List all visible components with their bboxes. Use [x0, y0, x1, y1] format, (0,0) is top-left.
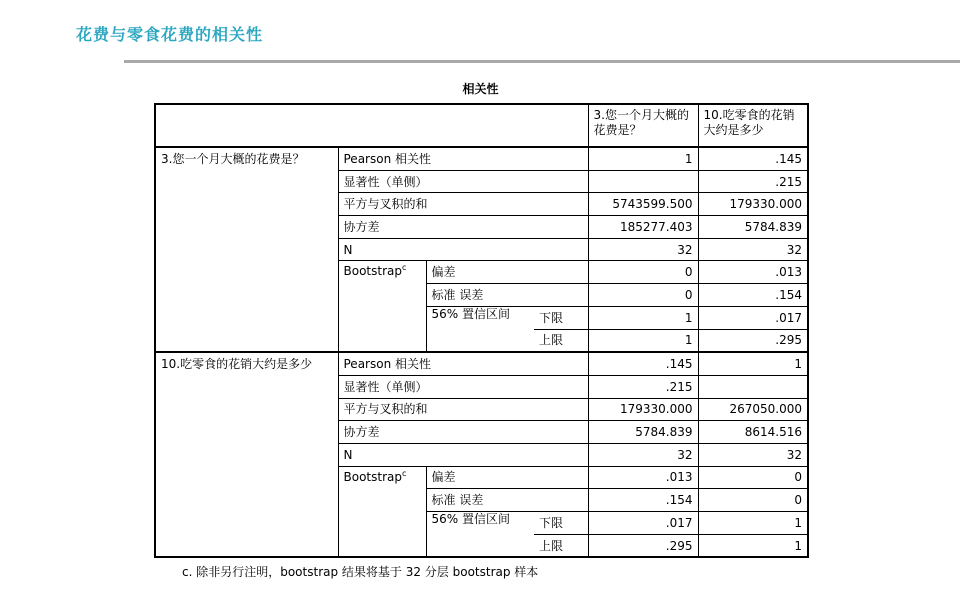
- stat-label-bootstrap: [338, 466, 426, 557]
- row-label-monthly-spend: 3.您一个月大概的花费是？: [155, 147, 338, 352]
- value-cell: 5743599.500: [588, 193, 698, 216]
- footnote-marker: c: [401, 468, 407, 478]
- stat-label-n: N: [338, 443, 588, 466]
- value-cell: .215: [588, 375, 698, 398]
- table-header-row: [155, 104, 808, 147]
- row-label-snack-spend: 10.吃零食的花销大约是多少: [155, 352, 338, 557]
- stat-label-lower: 下限: [534, 306, 588, 329]
- value-cell: 179330.000: [588, 398, 698, 421]
- value-cell: 32: [588, 238, 698, 261]
- stat-label-bias: 偏差: [426, 261, 588, 284]
- value-cell: 1: [588, 306, 698, 329]
- value-cell: .295: [698, 329, 808, 352]
- table-row: [155, 147, 808, 170]
- stat-label-std-error: 标准 误差: [426, 489, 588, 512]
- footnote-marker: c: [401, 263, 407, 273]
- col-header-snack-spend: 10.吃零食的花销大约是多少: [698, 104, 808, 147]
- value-cell: 179330.000: [698, 193, 808, 216]
- stat-label-significance: 显著性（单侧）: [338, 375, 588, 398]
- value-cell: .145: [698, 147, 808, 170]
- bootstrap-label: Bootstrap: [343, 469, 402, 484]
- value-cell: 0: [698, 489, 808, 512]
- table-footnote: c. 除非另行注明，bootstrap 结果将基于 32 分层 bootstrap 样本: [182, 565, 539, 579]
- stat-label-sum-squares: 平方与叉积的和: [338, 398, 588, 421]
- value-cell: .145: [588, 352, 698, 375]
- value-cell: .154: [588, 489, 698, 512]
- table-caption: 相关性: [462, 82, 499, 96]
- col-header-monthly-spend: 3.您一个月大概的花费是？: [588, 104, 698, 147]
- value-cell: [698, 375, 808, 398]
- correlations-table: [154, 103, 809, 558]
- value-cell: .154: [698, 284, 808, 307]
- value-cell: 32: [698, 443, 808, 466]
- stat-label-ci: 56% 置信区间: [426, 306, 534, 352]
- stat-label-bootstrap: [338, 261, 426, 352]
- stat-label-significance: 显著性（单侧）: [338, 170, 588, 193]
- stat-label-pearson: Pearson 相关性: [338, 352, 588, 375]
- stat-label-pearson: Pearson 相关性: [338, 147, 588, 170]
- bootstrap-label: Bootstrap: [343, 264, 402, 279]
- value-cell: 5784.839: [588, 421, 698, 444]
- value-cell: 1: [698, 352, 808, 375]
- value-cell: .013: [588, 466, 698, 489]
- value-cell: 0: [588, 261, 698, 284]
- value-cell: 1: [588, 147, 698, 170]
- title-divider: [124, 60, 960, 63]
- value-cell: 1: [698, 512, 808, 535]
- value-cell: 185277.403: [588, 216, 698, 239]
- stat-label-n: N: [338, 238, 588, 261]
- value-cell: 5784.839: [698, 216, 808, 239]
- stat-label-covariance: 协方差: [338, 421, 588, 444]
- value-cell: .013: [698, 261, 808, 284]
- slide-title: 花费与零食花费的相关性: [76, 25, 264, 44]
- header-corner-cell: [155, 104, 588, 147]
- value-cell: 8614.516: [698, 421, 808, 444]
- value-cell: 32: [698, 238, 808, 261]
- value-cell: .295: [588, 534, 698, 557]
- stat-label-upper: 上限: [534, 534, 588, 557]
- table-row: [155, 352, 808, 375]
- value-cell: 32: [588, 443, 698, 466]
- stat-label-sum-squares: 平方与叉积的和: [338, 193, 588, 216]
- value-cell: .017: [588, 512, 698, 535]
- value-cell: 0: [588, 284, 698, 307]
- value-cell: 1: [588, 329, 698, 352]
- stat-label-std-error: 标准 误差: [426, 284, 588, 307]
- stat-label-lower: 下限: [534, 512, 588, 535]
- value-cell: 0: [698, 466, 808, 489]
- value-cell: 267050.000: [698, 398, 808, 421]
- stat-label-ci: 56% 置信区间: [426, 512, 534, 558]
- value-cell: [588, 170, 698, 193]
- value-cell: .215: [698, 170, 808, 193]
- stat-label-bias: 偏差: [426, 466, 588, 489]
- value-cell: 1: [698, 534, 808, 557]
- stat-label-covariance: 协方差: [338, 216, 588, 239]
- stat-label-upper: 上限: [534, 329, 588, 352]
- value-cell: .017: [698, 306, 808, 329]
